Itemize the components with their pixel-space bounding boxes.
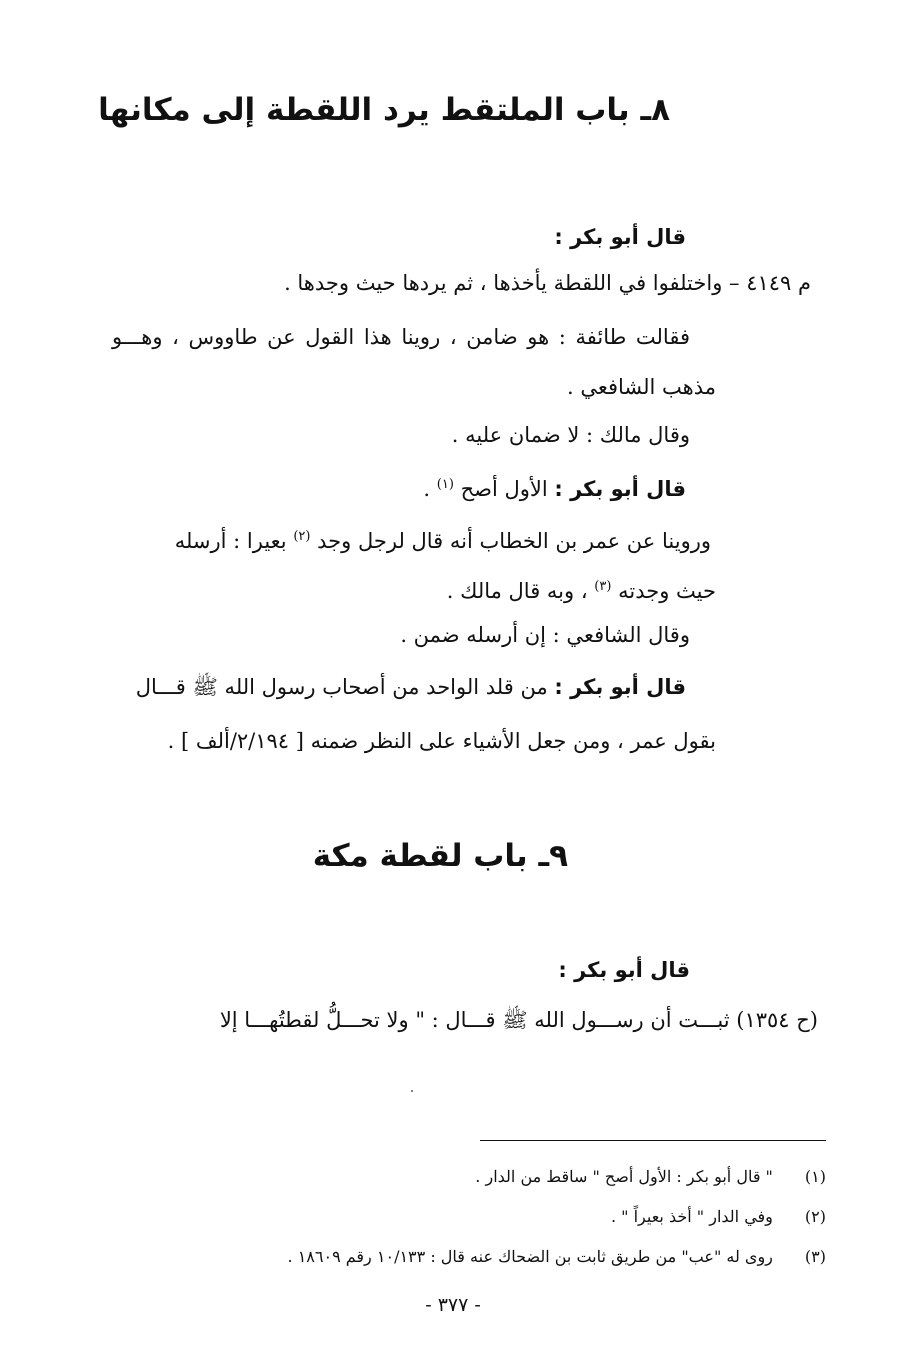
footnote bbox=[475, 1166, 826, 1188]
text-line: فقالت طائفة : هو ضامن ، روينا هذا القول عن طاووس ، وهـــو bbox=[112, 325, 690, 349]
footnote-ref: (٢) bbox=[293, 529, 311, 544]
footnote bbox=[611, 1206, 826, 1228]
text-line bbox=[175, 522, 711, 556]
text-line: بقول عمر ، ومن جعل الأشياء على النظر ضمنه [ ٢/١٩٤/ألف ] . bbox=[167, 729, 716, 753]
text-line bbox=[447, 572, 716, 606]
footnote-ref: (١) bbox=[436, 477, 454, 492]
text-segment: من قلد الواحد من أصحاب رسول الله ﷺ قـــال bbox=[135, 675, 548, 699]
text-segment: حيث وجدته bbox=[618, 579, 716, 603]
text-line bbox=[423, 470, 686, 504]
footnote-text: " قال أبو بكر : الأول أصح " ساقط من الدار . bbox=[475, 1167, 773, 1186]
section-heading-8: ٨ـ باب الملتقط يرد اللقطة إلى مكانها bbox=[98, 92, 670, 128]
text-line: مذهب الشافعي . bbox=[566, 375, 716, 399]
text-segment: وروينا عن عمر بن الخطاب أنه قال لرجل وجد bbox=[317, 529, 711, 553]
footnote-text: وفي الدار " أخذ بعيراً " . bbox=[610, 1207, 773, 1226]
text-segment: بعيرا : أرسله bbox=[174, 529, 287, 553]
footnote-separator bbox=[480, 1140, 826, 1141]
speaker-line: قال أبو بكر : bbox=[554, 225, 686, 249]
footnote-text: روى له "عب" من طريق ثابت بن الضحاك عنه قال : ١٠/١٣٣ رقم ١٨٦٠٩ . bbox=[287, 1247, 773, 1266]
text-line: وقال الشافعي : إن أرسله ضمن . bbox=[400, 623, 690, 647]
speaker-line: قال أبو بكر : bbox=[558, 958, 690, 982]
footnote-number: (٢) bbox=[804, 1207, 826, 1226]
footnote bbox=[288, 1246, 826, 1268]
statement-end: . bbox=[423, 477, 431, 501]
text-line: م ٤١٤٩ – واختلفوا في اللقطة يأخذها ، ثم يردها حيث وجدها . bbox=[284, 271, 811, 295]
section-heading-9: ٩ـ باب لقطة مكة bbox=[312, 838, 568, 874]
text-segment: ، وبه قال مالك . bbox=[446, 579, 588, 603]
page-number: - ٣٧٧ - bbox=[425, 1294, 481, 1316]
speaker-label: قال أبو بكر : bbox=[554, 675, 686, 699]
text-line: وقال مالك : لا ضمان عليه . bbox=[451, 423, 690, 447]
text-line: (ح ١٣٥٤) ثبـــت أن رســـول الله ﷺ قـــال : " ولا تحـــلُّ لقطتُهـــا إلا bbox=[219, 1008, 818, 1032]
footnote-ref: (٣) bbox=[594, 579, 612, 594]
speaker-label: قال أبو بكر : bbox=[554, 477, 686, 501]
footnote-number: (٣) bbox=[804, 1247, 826, 1266]
scan-speck bbox=[411, 1090, 413, 1092]
text-line bbox=[136, 672, 686, 702]
statement-text: الأول أصح bbox=[460, 477, 548, 501]
footnote-number: (١) bbox=[804, 1167, 826, 1186]
